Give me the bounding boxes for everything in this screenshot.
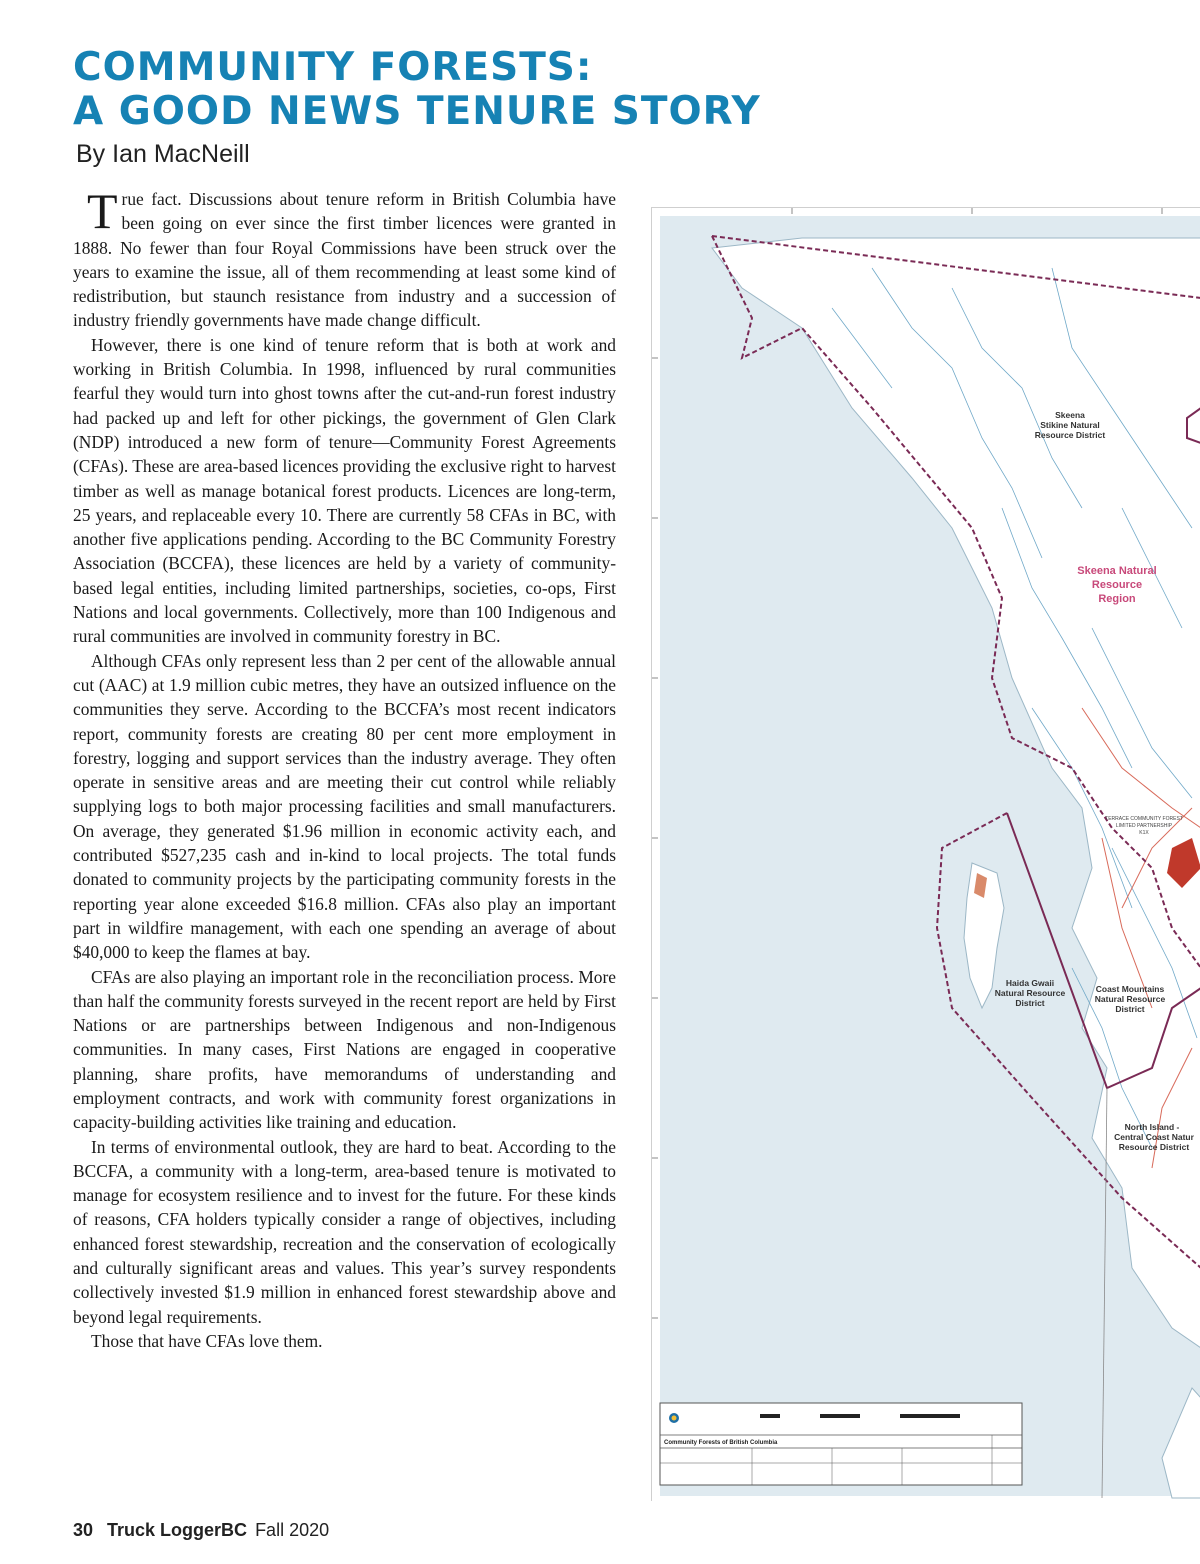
issue-label: Fall 2020 [255,1520,330,1540]
label-coast-mountains-1: Coast Mountains [1095,984,1165,994]
label-north-island-2: Central Coast Natur [1114,1132,1194,1142]
paragraph-3: Although CFAs only represent less than 2 per cent of the allowable annual cut (AAC) at 1.9 million cubic metres, they have an outsized influence on the communities they serve. According to the BCCFA’s most recent indicators report, community forests are creating 80 per cent more employment in forestry, logging and support services than the industry average. They often operate in sensitive areas and are meeting their cut control while reliably supplying logs to both major processing facilities and small manufacturers. On average, they generated $1.96 million in economic activity each, and contributed $527,235 cash and in-kind to local projects. The total funds donated to community projects by the participating community forests in the reporting year alone exceeded $16.8 million. CFAs also play an important part in wildfire management, with each one spending an average of about $40,000 to keep the flames at bay. [73,650,616,963]
map-legend [660,1403,1022,1485]
article-body [73,183,616,1353]
legend-title: Community Forests of British Columbia [664,1440,778,1446]
label-haida-gwaii-3: District [1015,998,1045,1008]
label-terrace-2: LIMITED PARTNERSHIP [1115,823,1173,829]
title-line-1: COMMUNITY FORESTS: [73,45,593,90]
label-haida-gwaii-1: Haida Gwaii [1005,978,1055,988]
drop-cap: T [87,183,118,239]
paragraph-2: However, there is one kind of tenure reform that is both at work and working in British Columbia. In 1998, influenced by rural communities fearful they would turn into ghost towns after the cut-and-run forest industry had packed up and left for other pickings, the government of Glen Clark (NDP) introduced a new form of tenure—Community Forest Agreements (CFAs). These are area-based licences providing the exclusive right to harvest timber as well as manage botanical forest products. Licences are long-term, 25 years, and replaceable every 10. There are currently 58 CFAs in BC, with another five applications pending. According to the BC Community Forestry Association (BCCFA), these licences are held by a variety of community-based legal entities, including limited partnerships, societies, co-ops, First Nations and local governments. Collectively, more than 100 Indigenous and rural communities are involved in community forestry in BC. [73,334,616,647]
label-terrace-1: TERRACE COMMUNITY FOREST [1105,816,1183,822]
map-graphic [652,208,1200,1501]
page-number: 30 [73,1520,94,1540]
community-forests-map [651,207,1200,1501]
label-haida-gwaii-2: Natural Resource [994,988,1066,998]
label-north-island-1: North Island - [1124,1122,1180,1132]
label-terrace-3: K1X [1139,830,1149,836]
article-title [73,46,761,134]
paragraph-6: Those that have CFAs love them. [91,1330,323,1351]
label-skeena-stikine-2: Stikine Natural [1040,420,1100,430]
label-north-island-3: Resource District [1118,1142,1190,1152]
label-coast-mountains-2: Natural Resource [1094,994,1166,1004]
label-coast-mountains-3: District [1115,1004,1145,1014]
paragraph-4: CFAs are also playing an important role in the reconciliation process. More than half the community forests surveyed in the recent report are held by First Nations or are partnerships between Indigenous and non-Indigenous communities. In many cases, First Nations are engaged in cooperative planning, share profits, have memorandums of understanding and employment contracts, and work with community forest organizations in capacity-building activities like training and education. [73,966,616,1133]
label-skeena-region-2: Resource [1091,579,1143,591]
label-skeena-region-3: Region [1098,593,1136,605]
label-skeena-stikine-3: Resource District [1034,430,1106,440]
paragraph-5: In terms of environmental outlook, they are hard to beat. According to the BCCFA, a community with a long-term, area-based tenure is motivated to manage for ecosystem resilience and to invest for the future. For these kinds of reasons, CFA holders typically consider a range of objectives, including enhanced forest stewardship, recreation and the conservation of ecologically and culturally significant areas and values. This year’s survey respondents collectively invested $1.9 million in enhanced forest stewardship above and beyond legal requirements. [73,1136,616,1327]
title-line-2: A GOOD NEWS TENURE STORY [73,89,761,134]
label-skeena-stikine-1: Skeena [1055,410,1085,420]
label-skeena-region-1: Skeena Natural [1077,565,1157,577]
paragraph-1 [73,183,616,333]
byline: By Ian MacNeill [76,140,250,168]
page-footer [73,1520,329,1541]
magazine-name: Truck LoggerBC [107,1520,248,1540]
paragraph-1-text: rue fact. Discussions about tenure reform in British Columbia have been going on ever since the first timber licences were granted in 1888. No fewer than four Royal Commissions have been struck over the years to examine the issue, all of them recommending at least some kind of redistribution, but staunch resistance from industry and a succession of industry friendly governments have made change difficult. [73,189,616,331]
